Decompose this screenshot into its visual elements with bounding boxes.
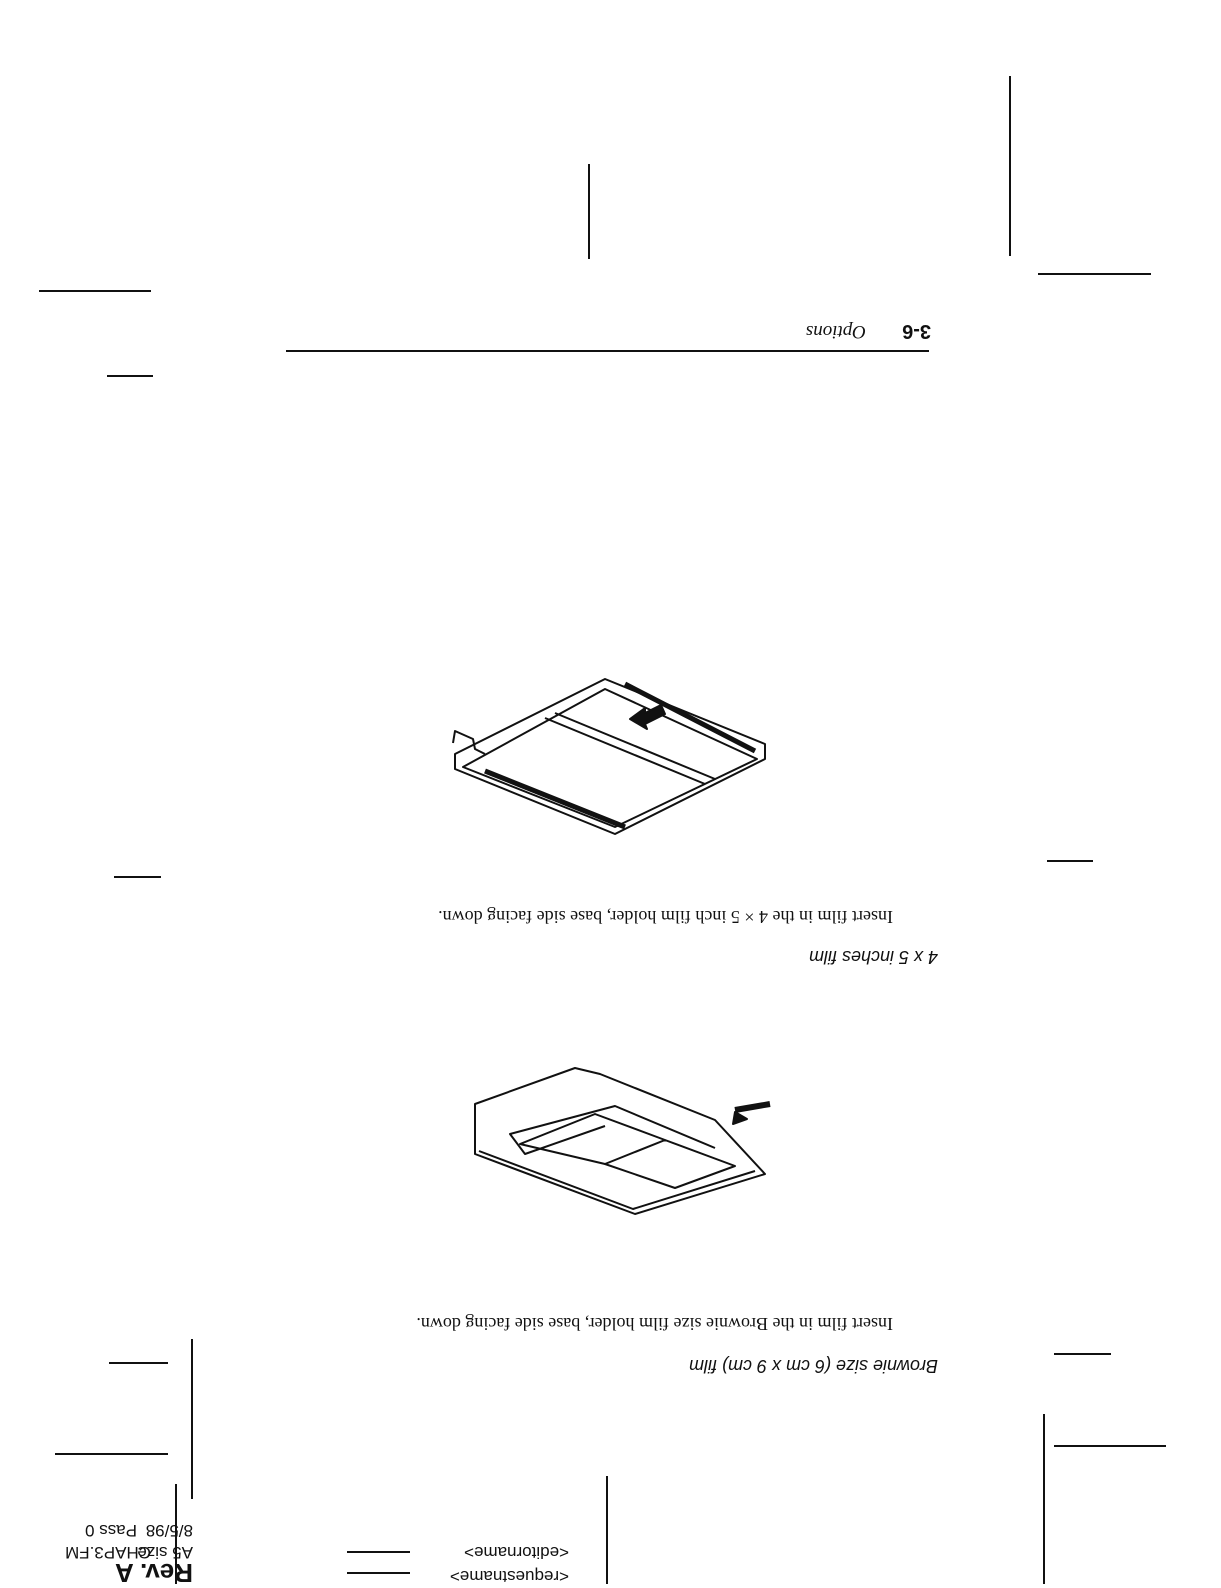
crop-line-horizontal <box>39 291 151 293</box>
crop-line-horizontal <box>1054 1354 1111 1356</box>
crop-line-horizontal <box>347 1552 410 1554</box>
crop-line-horizontal <box>55 1454 168 1456</box>
section-heading: Brownie size (6 cm x 9 cm) film <box>688 1356 938 1376</box>
section-instruction: Insert film in the Brownie size film holder, base side facing down. <box>416 1314 893 1334</box>
crop-line-vertical <box>607 1476 609 1584</box>
crop-line-vertical <box>1010 76 1012 256</box>
header-rule <box>286 351 929 353</box>
paper-size-label: A5 size <box>137 1543 193 1562</box>
pass-label: Pass 0 <box>85 1521 137 1540</box>
crop-line-horizontal <box>1047 861 1093 863</box>
date-label: 8/5/98 <box>145 1521 193 1540</box>
revision-label: Rev. A <box>114 1558 193 1588</box>
crop-line-horizontal <box>109 1363 168 1365</box>
editor-name-label: <editorname> <box>464 1543 569 1562</box>
crop-line-horizontal <box>1054 1446 1166 1448</box>
page-number: 3-6 <box>902 320 931 342</box>
crop-line-horizontal <box>107 376 153 378</box>
request-name-label: <requestname> <box>449 1567 569 1586</box>
crop-line-vertical <box>1044 1414 1046 1584</box>
brownie-film-holder-illustration <box>445 1054 775 1244</box>
file-name-label: CHAP3.FM <box>65 1543 151 1562</box>
section-heading: 4 x 5 inches film <box>808 947 938 967</box>
crop-line-horizontal <box>1038 274 1151 276</box>
crop-line-horizontal <box>347 1573 410 1575</box>
four-by-five-film-holder-illustration <box>445 659 775 849</box>
crop-line-horizontal <box>114 877 161 879</box>
crop-line-vertical <box>589 164 591 259</box>
crop-line-vertical <box>192 1339 194 1499</box>
section-instruction: Insert film in the 4 × 5 inch film holder, base side facing down. <box>438 907 893 927</box>
section-title: Options <box>805 321 866 342</box>
